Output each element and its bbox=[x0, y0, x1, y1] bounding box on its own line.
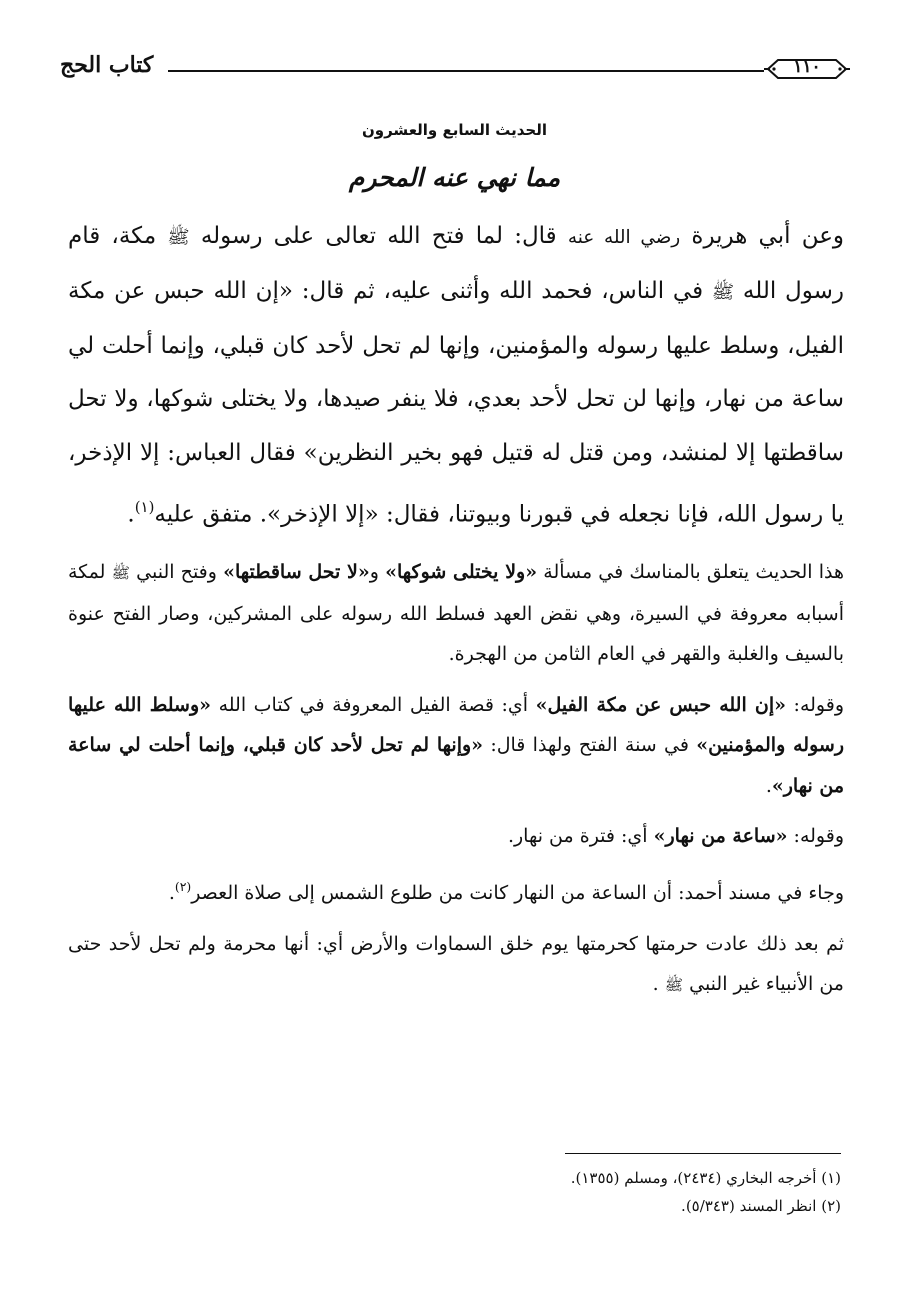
hadith-label: الحديث السابع والعشرون bbox=[361, 121, 548, 139]
quran-quote: «وسلط الله عليها رسوله والمؤمنين» bbox=[68, 693, 844, 757]
salawat-honorific: ﷺ bbox=[711, 281, 735, 303]
footnote-rule bbox=[565, 1153, 841, 1154]
commentary-segment: . bbox=[652, 973, 665, 995]
commentary-segment: وفتح النبي bbox=[136, 561, 224, 584]
commentary-segment: ثم بعد ذلك عادت حرمتها كحرمتها يوم خلق السماوات والأرض أي: أنها محرمة ولم تحل لأحد حتى من الأنبياء غير النبي bbox=[68, 932, 844, 995]
radiallahu-anhu-honorific: رضي الله عنه bbox=[567, 227, 681, 248]
commentary-segment: هذا الحديث يتعلق بالمناسك في مسألة bbox=[537, 561, 845, 584]
page-number: ١١٠ bbox=[793, 57, 821, 77]
hadith-quote: «ساعة من نهار» bbox=[653, 825, 788, 848]
commentary-segment: وقوله: bbox=[785, 693, 844, 716]
commentary-segment: . bbox=[765, 774, 772, 797]
hadith-segment: . bbox=[127, 501, 135, 528]
commentary-segment: في سنة الفتح ولهذا قال: bbox=[483, 734, 697, 757]
page-number-ornament bbox=[764, 54, 850, 84]
page-header bbox=[60, 44, 850, 104]
hadith-quote: «وإنها لم تحل لأحد كان قبلي، وإنما أحلت لي ساعة من نهار» bbox=[68, 734, 844, 797]
commentary-segment: وقوله: bbox=[787, 825, 844, 848]
commentary-paragraph bbox=[68, 867, 844, 914]
book-title: كتاب الحج bbox=[60, 52, 154, 78]
commentary-paragraph bbox=[68, 552, 844, 675]
commentary-segment: أي: فترة من نهار. bbox=[507, 825, 654, 848]
footnote-reference: (١) bbox=[134, 497, 155, 516]
footnote-item: (١) أخرجه البخاري (٢٤٣٤)، ومسلم (١٣٥٥). bbox=[570, 1169, 841, 1187]
commentary-segment: و bbox=[369, 561, 386, 584]
header-rule bbox=[168, 70, 764, 72]
hadith-segment: في الناس، فحمد الله وأثنى عليه، ثم قال: «إن الله حبس عن مكة الفيل، وسلط عليها رسوله والمؤمنين، وإنها لم تحل لأحد كان قبلي، وإنما أحلت لي ساعة من نهار، وإنها لن تحل لأحد بعدي، فلا ينفر صيدها، ولا يختلى شوكها، ولا تحل ساقطتها إلا لمنشد، ومن قتل له قتيل فهو بخير النظرين» فقال العباس: إلا الإذخر، يا رسول الله، فإنا نجعله في قبورنا وبيوتنا، فقال: «إلا الإذخر». متفق عليه bbox=[68, 277, 844, 528]
commentary-segment: أي: قصة الفيل المعروفة في كتاب الله bbox=[211, 693, 536, 716]
hadith-quote: «ولا يختلى شوكها» bbox=[385, 561, 538, 584]
hadith-quote: «إن الله حبس عن مكة الفيل» bbox=[535, 693, 786, 716]
commentary-paragraph bbox=[68, 685, 844, 807]
section-title: مما نهي عنه المحرم bbox=[348, 163, 561, 192]
footnotes bbox=[141, 1164, 841, 1220]
hadith-text bbox=[68, 210, 844, 542]
commentary-segment: وجاء في مسند أحمد: أن الساعة من النهار كانت من طلوع الشمس إلى صلاة العصر bbox=[191, 882, 844, 904]
main-content bbox=[68, 210, 844, 1006]
salawat-honorific: ﷺ bbox=[111, 564, 130, 583]
salawat-honorific: ﷺ bbox=[664, 976, 684, 994]
hadith-segment: قال: لما فتح الله تعالى على رسوله bbox=[200, 223, 568, 249]
footnote-reference: (٢) bbox=[174, 879, 192, 894]
commentary-segment: . bbox=[168, 882, 175, 904]
salawat-honorific: ﷺ bbox=[167, 227, 190, 248]
hadith-segment: مكة، قام رسول الله bbox=[68, 223, 844, 304]
hadith-segment: وعن أبي هريرة bbox=[691, 223, 845, 249]
commentary-segment: لمكة أسبابه معروفة في السيرة، وهي نقض العهد فسلط الله رسوله على المشركين، وصار الفتح عنوة بالسيف والغلبة والقهر في العام الثامن من الهجرة. bbox=[68, 561, 844, 666]
footnote-item: (٢) انظر المسند (٥/٣٤٣). bbox=[681, 1197, 841, 1215]
commentary-paragraph bbox=[68, 816, 844, 857]
commentary-paragraph bbox=[68, 924, 844, 1006]
hadith-quote: «لا تحل ساقطتها» bbox=[223, 561, 370, 584]
